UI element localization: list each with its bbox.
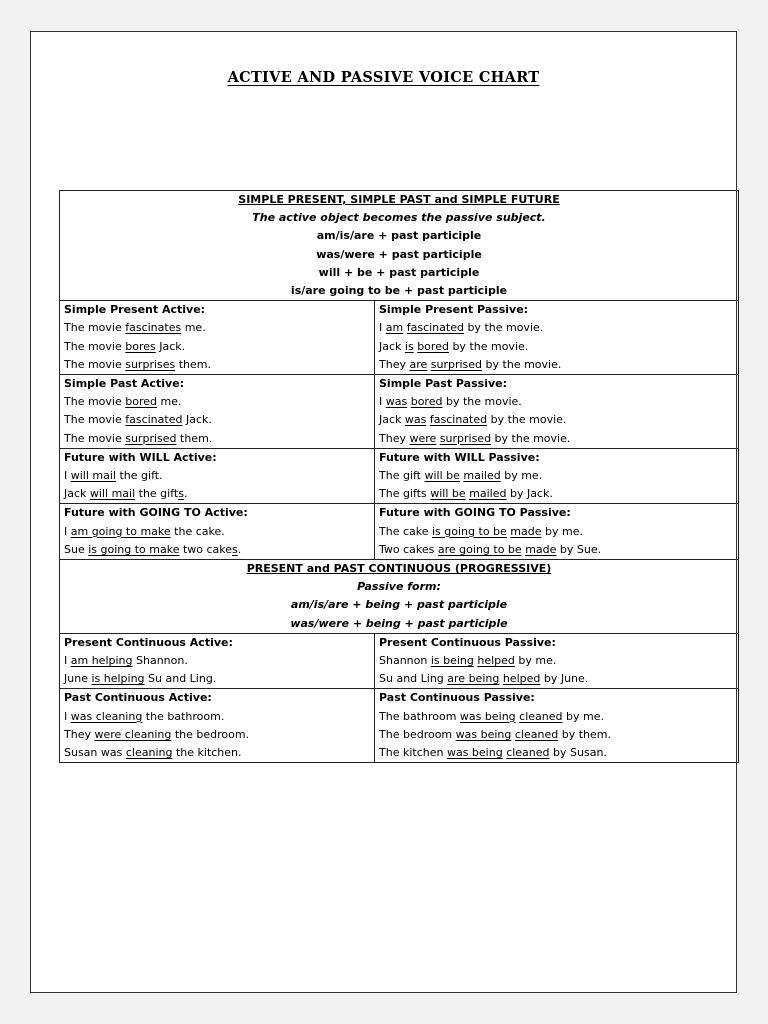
document-title [31, 69, 736, 86]
sentence-text: Two cakes [379, 542, 438, 556]
verb-phrase-underlined: are going to be [437, 542, 522, 556]
sentence-text: by me. [514, 654, 557, 668]
sentence-text: by me. [500, 469, 543, 483]
active-label: Present Continuous Active: [64, 635, 233, 649]
sentence-text: Jack [379, 339, 405, 353]
sentence-text: by Sue. [556, 542, 602, 556]
sentence-text: two cake [179, 542, 233, 556]
active-label: Simple Past Active: [64, 377, 185, 391]
passive-cell [375, 633, 739, 689]
example-sentence [64, 523, 370, 541]
sentence-text: by June. [540, 672, 589, 686]
example-sentence [379, 430, 734, 448]
verb-phrase-underlined: s [232, 542, 238, 556]
active-label: Past Continuous Active: [64, 691, 212, 705]
verb-phrase-underlined: is going to make [88, 542, 180, 556]
tense-row [60, 448, 739, 504]
verb-phrase-underlined: will mail [70, 469, 116, 483]
sentence-text: the bathroom. [142, 709, 225, 723]
example-sentence [64, 319, 370, 337]
example-sentence [64, 338, 370, 356]
sentence-text: Su and Ling [379, 672, 448, 686]
example-sentence [64, 485, 370, 503]
formula-rule: am/is/are + being + past participle [290, 598, 508, 612]
sentence-text: The movie [64, 413, 126, 427]
passive-label: Simple Past Passive: [379, 377, 507, 391]
passive-cell [375, 689, 739, 763]
sentence-text: them. [175, 357, 212, 371]
sentence-text: The bedroom [379, 727, 456, 741]
section-subheading: The active object becomes the passive subject. [252, 211, 546, 225]
verb-phrase-underlined: made [525, 542, 557, 556]
sentence-text: The movie [64, 357, 126, 371]
verb-phrase-underlined: bored [125, 395, 157, 409]
sentence-text: The movie [64, 321, 126, 335]
sentence-text: the bedroom. [171, 727, 250, 741]
active-cell [60, 375, 375, 449]
section-title [60, 191, 738, 209]
sentence-text: I [64, 469, 71, 483]
tense-row [60, 689, 739, 763]
verb-phrase-underlined: mailed [469, 487, 507, 501]
sentence-text: The movie [64, 395, 126, 409]
verb-phrase-underlined: fascinated [406, 321, 464, 335]
verb-phrase-underlined: am [385, 321, 404, 335]
active-label: Future with GOING TO Active: [64, 506, 248, 520]
passive-label: Simple Present Passive: [379, 303, 529, 317]
tense-row [60, 633, 739, 689]
sentence-text: Jack [379, 413, 405, 427]
sentence-text: the cake. [170, 524, 225, 538]
sentence-text: Shannon [379, 654, 431, 668]
formula-rule: was/were + past participle [316, 247, 482, 261]
sentence-text: The cake [379, 524, 432, 538]
formula-rule: will + be + past participle [318, 265, 480, 279]
verb-phrase-underlined: surprised [430, 357, 483, 371]
sentence-text: The gift [379, 469, 425, 483]
verb-phrase-underlined: will mail [89, 487, 136, 501]
sentence-text: by the movie. [491, 431, 571, 445]
verb-phrase-underlined: was [404, 413, 427, 427]
sentence-text: They [64, 727, 95, 741]
active-cell [60, 504, 375, 560]
verb-phrase-underlined: cleaning [125, 746, 173, 760]
section-header-row [60, 560, 739, 634]
sentence-text: by the movie. [487, 413, 567, 427]
active-cell [60, 448, 375, 504]
verb-phrase-underlined: fascinated [429, 413, 488, 427]
verb-phrase-underlined: helped [502, 672, 541, 686]
sentence-text: by the movie. [442, 395, 522, 409]
example-sentence [64, 411, 370, 429]
verb-phrase-underlined: are [409, 357, 428, 371]
sentence-text: me. [156, 395, 182, 409]
section-header [60, 191, 739, 301]
sentence-text: the kitchen. [172, 746, 242, 760]
verb-phrase-underlined: bores [125, 339, 156, 353]
formula-rule: am/is/are + past participle [316, 229, 482, 243]
document-page [30, 31, 737, 993]
example-sentence [64, 726, 370, 744]
verb-phrase-underlined: mailed [463, 469, 501, 483]
sentence-text: me. [181, 321, 206, 335]
verb-phrase-underlined: helped [477, 654, 515, 668]
sentence-text: Jack. [155, 339, 186, 353]
example-sentence [379, 541, 734, 559]
tense-row [60, 375, 739, 449]
formula-rule: is/are going to be + past participle [290, 284, 508, 298]
example-sentence [379, 670, 734, 688]
sentence-text: by the movie. [482, 357, 562, 371]
verb-phrase-underlined: was being [446, 746, 503, 760]
verb-phrase-underlined: bored [410, 395, 443, 409]
formula-rule: was/were + being + past participle [290, 616, 508, 630]
passive-cell [375, 375, 739, 449]
sentence-text: I [64, 524, 71, 538]
sentence-text: Su and Ling. [144, 672, 217, 686]
active-label: Future with WILL Active: [64, 450, 217, 464]
example-sentence [64, 708, 370, 726]
sentence-text: by me. [541, 524, 583, 538]
sentence-text: The bathroom [379, 709, 460, 723]
document-title-text: ACTIVE AND PASSIVE VOICE CHART [227, 69, 540, 86]
example-sentence [379, 726, 734, 744]
verb-phrase-underlined: s [178, 487, 184, 501]
sentence-text: Jack. [182, 413, 212, 427]
verb-phrase-underlined: were [409, 431, 437, 445]
verb-phrase-underlined: made [510, 524, 542, 538]
sentence-text: I [64, 709, 71, 723]
passive-label: Future with GOING TO Passive: [379, 506, 571, 520]
verb-phrase-underlined: are being [447, 672, 500, 686]
verb-phrase-underlined: am helping [70, 654, 133, 668]
sentence-text: Shannon. [132, 654, 188, 668]
sentence-text: by the movie. [448, 339, 529, 353]
passive-label: Future with WILL Passive: [379, 450, 540, 464]
verb-phrase-underlined: surprised [439, 431, 492, 445]
voice-chart-table [59, 190, 739, 763]
example-sentence [64, 652, 370, 670]
verb-phrase-underlined: surprised [125, 431, 177, 445]
passive-cell [375, 504, 739, 560]
verb-phrase-underlined: cleaned [519, 709, 563, 723]
sentence-text: Sue [64, 542, 89, 556]
sentence-text: . [237, 542, 242, 556]
example-sentence [64, 670, 370, 688]
verb-phrase-underlined: was being [455, 727, 512, 741]
verb-phrase-underlined: fascinates [125, 321, 182, 335]
example-sentence [379, 652, 734, 670]
section-title-text: SIMPLE PRESENT, SIMPLE PAST and SIMPLE FUTURE [238, 193, 560, 206]
sentence-text: They [379, 431, 410, 445]
verb-phrase-underlined: was [385, 395, 408, 409]
verb-phrase-underlined: surprises [125, 357, 176, 371]
verb-phrase-underlined: will be [430, 487, 466, 501]
sentence-text: Jack [64, 487, 90, 501]
example-sentence [64, 541, 370, 559]
sentence-text: I [379, 395, 386, 409]
section-header [60, 560, 739, 634]
example-sentence [379, 523, 734, 541]
active-cell [60, 633, 375, 689]
verb-phrase-underlined: fascinated [125, 413, 183, 427]
example-sentence [64, 430, 370, 448]
verb-phrase-underlined: is being [430, 654, 474, 668]
sentence-text: June [64, 672, 92, 686]
active-label: Simple Present Active: [64, 303, 206, 317]
verb-phrase-underlined: was being [459, 709, 516, 723]
verb-phrase-underlined: bored [417, 339, 449, 353]
example-sentence [379, 708, 734, 726]
section-title-text: PRESENT and PAST CONTINUOUS (PROGRESSIVE) [246, 562, 552, 576]
verb-phrase-underlined: am going to make [70, 524, 171, 538]
passive-label: Past Continuous Passive: [379, 691, 535, 705]
sentence-text: the gift. [115, 469, 163, 483]
sentence-text: The kitchen [379, 746, 447, 760]
verb-phrase-underlined: is helping [91, 672, 145, 686]
active-cell [60, 301, 375, 375]
passive-cell [375, 301, 739, 375]
tense-row [60, 504, 739, 560]
example-sentence [64, 744, 370, 762]
sentence-text: by the movie. [463, 321, 544, 335]
verb-phrase-underlined: was cleaning [70, 709, 143, 723]
example-sentence [379, 744, 734, 762]
sentence-text: by Susan. [549, 746, 607, 760]
verb-phrase-underlined: is [404, 339, 414, 353]
section-title [60, 560, 738, 578]
sentence-text: by Jack. [506, 487, 553, 501]
example-sentence [64, 356, 370, 374]
section-header-row [60, 191, 739, 301]
active-cell [60, 689, 375, 763]
sentence-text: the gift [135, 487, 179, 501]
example-sentence [379, 393, 734, 411]
verb-phrase-underlined: cleaned [506, 746, 550, 760]
tense-row [60, 301, 739, 375]
sentence-text: . [183, 487, 188, 501]
verb-phrase-underlined: cleaned [514, 727, 559, 741]
sentence-text: The gifts [379, 487, 431, 501]
sentence-text: by me. [562, 709, 604, 723]
example-sentence [379, 356, 734, 374]
example-sentence [64, 393, 370, 411]
sentence-text: The movie [64, 339, 126, 353]
example-sentence [379, 411, 734, 429]
passive-label: Present Continuous Passive: [379, 635, 556, 649]
passive-cell [375, 448, 739, 504]
example-sentence [379, 319, 734, 337]
example-sentence [379, 467, 734, 485]
sentence-text: Susan was [64, 746, 126, 760]
verb-phrase-underlined: were cleaning [94, 727, 172, 741]
sentence-text: I [64, 654, 71, 668]
sentence-text: The movie [64, 431, 126, 445]
sentence-text: They [379, 357, 410, 371]
sentence-text: by them. [558, 727, 611, 741]
verb-phrase-underlined: is going to be [432, 524, 507, 538]
section-subheading: Passive form: [357, 580, 441, 594]
example-sentence [379, 485, 734, 503]
sentence-text: I [379, 321, 386, 335]
example-sentence [64, 467, 370, 485]
verb-phrase-underlined: will be [424, 469, 460, 483]
example-sentence [379, 338, 734, 356]
sentence-text: them. [176, 431, 213, 445]
